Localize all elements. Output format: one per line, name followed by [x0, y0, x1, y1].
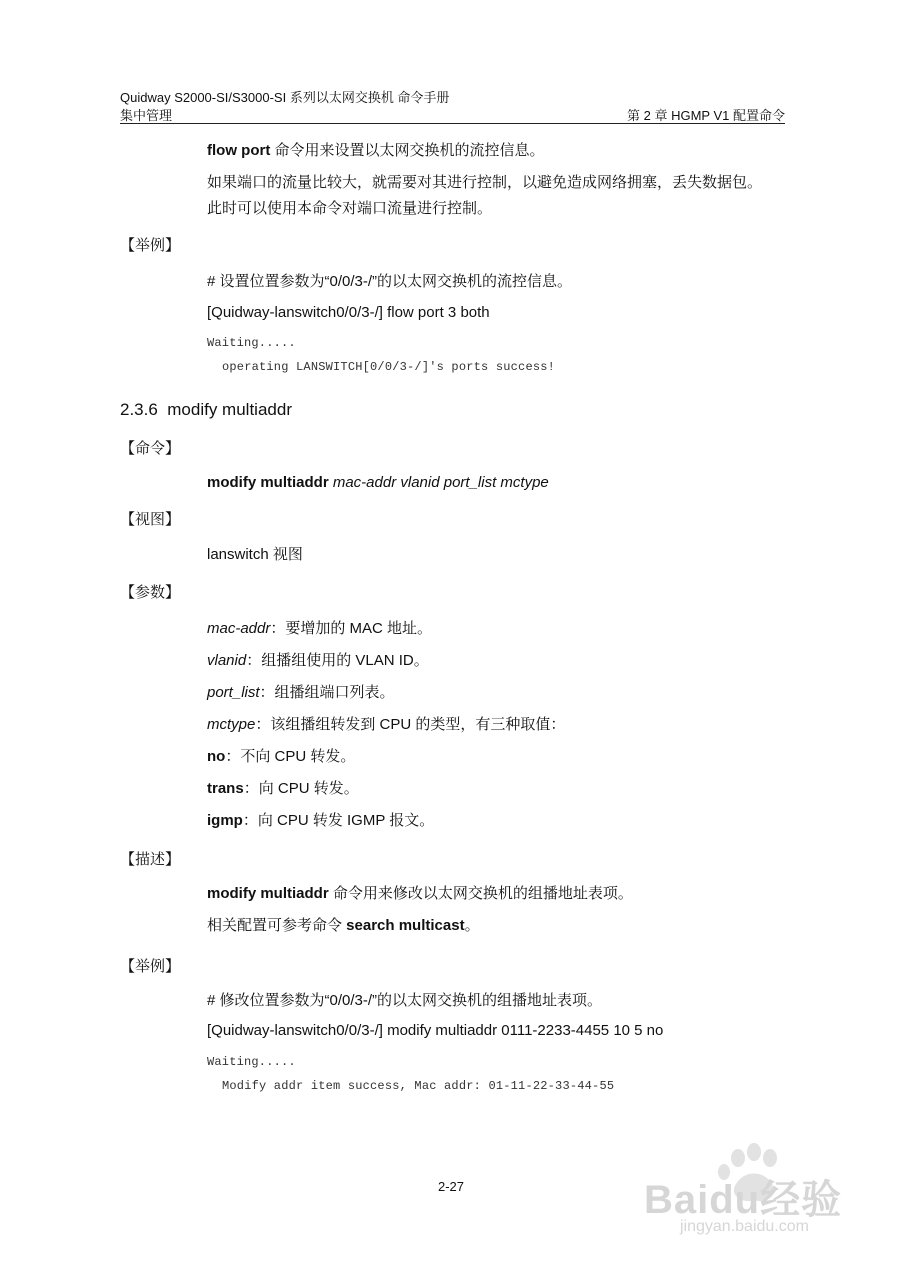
desc-ref-cmd: search multicast	[346, 917, 465, 934]
desc-ref-line	[207, 916, 480, 936]
param-term: vlanid	[207, 652, 247, 669]
intro-line	[207, 141, 545, 161]
value-term: no	[207, 748, 226, 765]
param-mctype	[207, 715, 565, 735]
command-label: 【命令】	[120, 440, 181, 457]
cmd-flow-port: flow port	[207, 142, 271, 159]
header-chapter-left: 集中管理	[120, 108, 173, 123]
watermark-url: jingyan.baidu.com	[680, 1218, 809, 1235]
header-title: Quidway S2000-SI/S3000-SI 系列以太网交换机 命令手册	[120, 90, 450, 105]
view-text: lanswitch 视图	[207, 546, 303, 563]
command-args: mac-addr vlanid port_list mctype	[332, 474, 549, 491]
value-term: trans	[207, 780, 244, 797]
example2-output-2: Modify addr item success, Mac addr: 01-11-22-33-44-55	[222, 1079, 615, 1093]
command-syntax	[207, 473, 549, 493]
param-term: mac-addr	[207, 620, 271, 637]
value-desc: ：向 CPU 转发。	[243, 780, 359, 797]
example-label-2: 【举例】	[120, 958, 181, 975]
section-title: modify multiaddr	[167, 400, 292, 419]
example1-comment: # 设置位置参数为“0/0/3-/”的以太网交换机的流控信息。	[207, 273, 573, 290]
value-desc: ：向 CPU 转发 IGMP 报文。	[242, 812, 435, 829]
section-number: 2.3.6	[120, 400, 158, 419]
value-term: igmp	[207, 812, 243, 829]
example1-command: [Quidway-lanswitch0/0/3-/] flow port 3 both	[207, 304, 490, 321]
value-igmp	[207, 811, 434, 831]
intro-para-2: 此时可以使用本命令对端口流量进行控制。	[207, 200, 493, 217]
header-rule	[120, 123, 785, 124]
desc-label: 【描述】	[120, 851, 181, 868]
desc-ref-suffix: 。	[464, 917, 480, 934]
header-chapter-right: 第 2 章 HGMP V1 配置命令	[627, 108, 785, 123]
param-term: mctype	[207, 716, 256, 733]
param-mac-addr	[207, 619, 432, 639]
example-label-1: 【举例】	[120, 237, 181, 254]
example2-comment: # 修改位置参数为“0/0/3-/”的以太网交换机的组播地址表项。	[207, 992, 603, 1009]
intro-desc: 命令用来设置以太网交换机的流控信息。	[270, 142, 545, 159]
command-name: modify multiaddr	[207, 474, 329, 491]
watermark-brand: Baidu经验	[644, 1178, 843, 1222]
value-no	[207, 747, 355, 767]
desc-line	[207, 884, 633, 904]
example1-output-1: Waiting.....	[207, 336, 296, 350]
desc-ref-prefix: 相关配置可参考命令	[207, 917, 347, 934]
param-port-list	[207, 683, 395, 703]
intro-para-1: 如果端口的流量比较大，就需要对其进行控制，以避免造成网络拥塞，丢失数据包。	[207, 174, 763, 191]
value-desc: ：不向 CPU 转发。	[225, 748, 356, 765]
param-desc: ：组播组使用的 VLAN ID。	[246, 652, 429, 669]
param-desc: ：要增加的 MAC 地址。	[270, 620, 433, 637]
desc-rest: 命令用来修改以太网交换机的组播地址表项。	[328, 885, 633, 902]
desc-cmd: modify multiaddr	[207, 885, 329, 902]
params-label: 【参数】	[120, 584, 181, 601]
page-number: 2-27	[438, 1179, 465, 1194]
param-term: port_list	[207, 684, 260, 701]
baidu-watermark	[640, 1140, 860, 1250]
param-desc: ：该组播组转发到 CPU 的类型，有三种取值：	[255, 716, 566, 733]
value-trans	[207, 779, 359, 799]
view-label: 【视图】	[120, 511, 181, 528]
param-vlanid	[207, 651, 429, 671]
example2-output-1: Waiting.....	[207, 1055, 296, 1069]
example1-output-2: operating LANSWITCH[0/0/3-/]'s ports success!	[222, 360, 556, 374]
section-heading	[120, 400, 292, 420]
param-desc: ：组播组端口列表。	[259, 684, 395, 701]
example2-command: [Quidway-lanswitch0/0/3-/] modify multiaddr 0111-2233-4455 10 5 no	[207, 1022, 664, 1039]
